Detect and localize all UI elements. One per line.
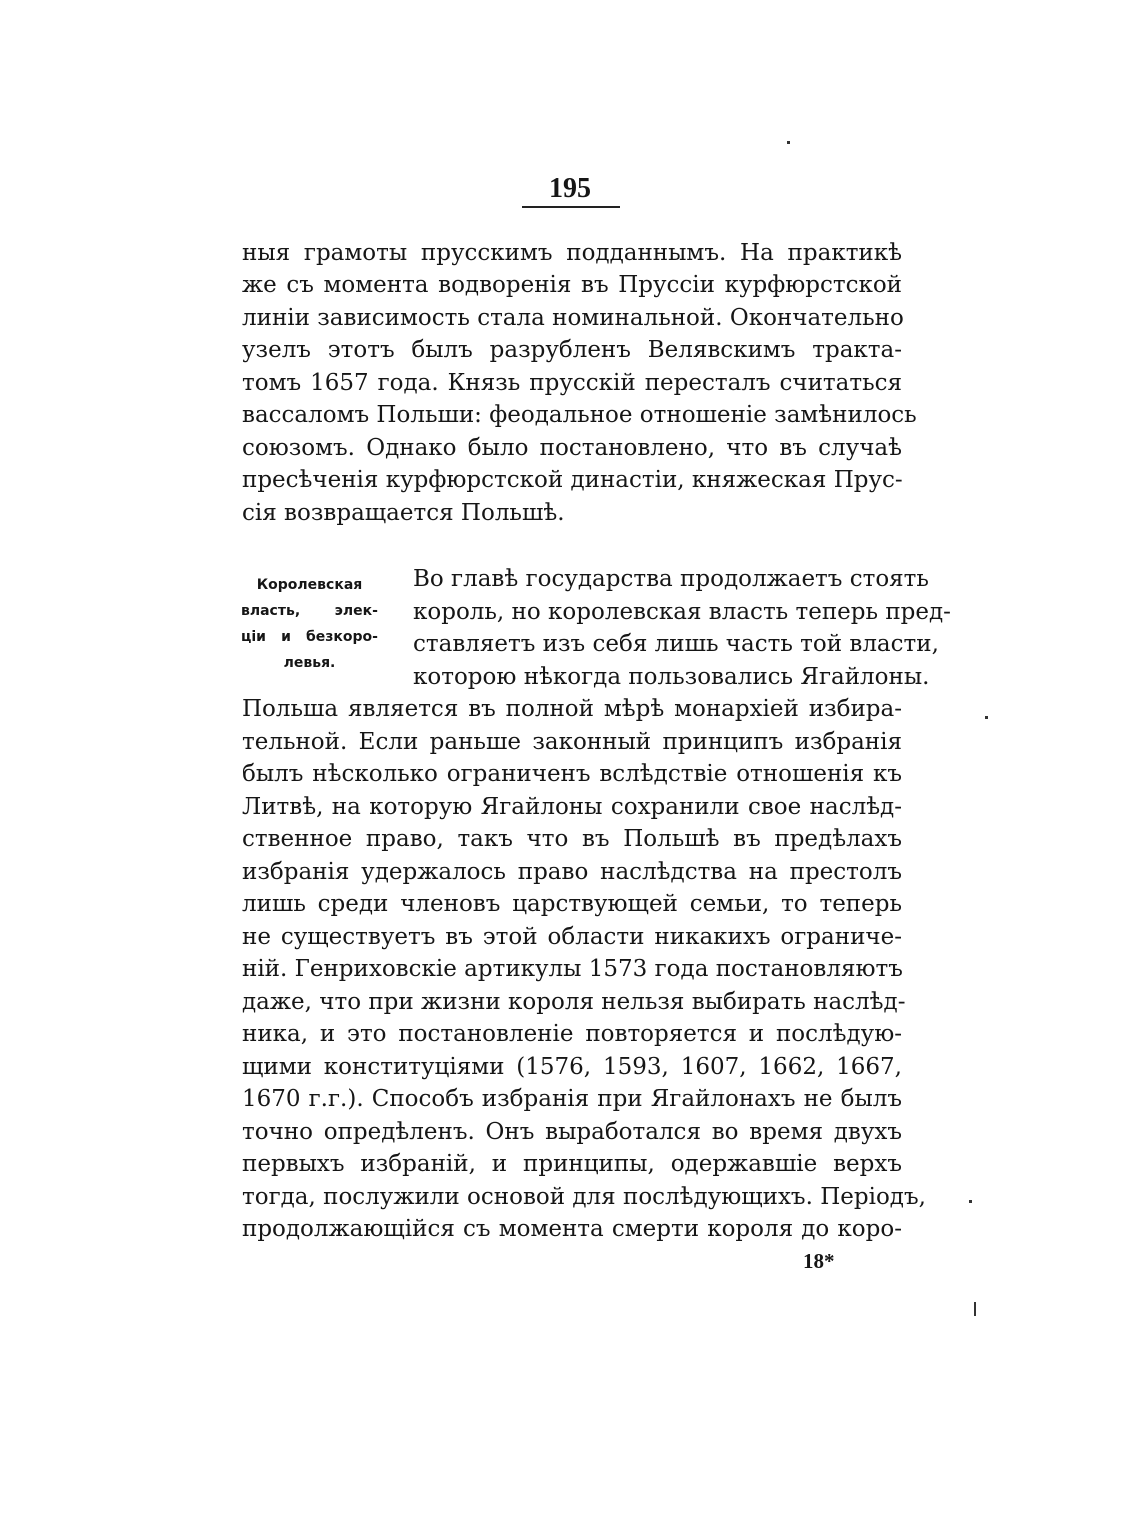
margin-note-line: левья. [283, 655, 336, 671]
scan-speck [787, 141, 790, 144]
text-line: лишь среди членовъ царствующей семьи, то теперь [242, 891, 902, 917]
margin-note-line: власть, элек- [241, 603, 378, 619]
text-line: избранія удержалось право наслѣдства на престолъ [242, 859, 902, 885]
text-line: узелъ этотъ былъ разрубленъ Велявскимъ тракта- [242, 337, 902, 363]
text-line: которою нѣкогда пользовались Ягайлоны. [413, 664, 930, 690]
text-line: продолжающійся съ момента смерти короля до коро- [242, 1216, 902, 1242]
margin-note-line: Королевская [256, 577, 363, 593]
text-line: ныя грамоты прусскимъ подданнымъ. На практикѣ [242, 240, 902, 266]
text-line: пресѣченія курфюрстской династіи, княжеская Прус- [242, 467, 903, 493]
signature-mark: 18* [803, 1249, 835, 1273]
page-number: 195 [549, 173, 591, 204]
text-line: линіи зависимость стала номинальной. Окончательно [242, 305, 904, 331]
text-line: первыхъ избраній, и принципы, одержавшіе верхъ [242, 1151, 902, 1177]
text-line: Во главѣ государства продолжаетъ стоять [413, 566, 929, 592]
text-line: томъ 1657 года. Князь прусскій пересталъ считаться [242, 370, 902, 396]
text-line: тельной. Если раньше законный принципъ избранія [242, 729, 902, 755]
text-line: союзомъ. Однако было постановлено, что въ случаѣ [242, 435, 902, 461]
scan-speck [985, 716, 988, 719]
scan-speck [974, 1302, 976, 1316]
scan-speck [969, 1200, 972, 1203]
text-line: тогда, послужили основой для послѣдующихъ. Періодъ, [242, 1184, 926, 1210]
text-line: сія возвращается Польшѣ. [242, 500, 565, 526]
text-line: щими конституціями (1576, 1593, 1607, 1662, 1667, [242, 1054, 902, 1080]
text-line: ставляетъ изъ себя лишь часть той власти, [413, 631, 939, 657]
text-line: король, но королевская власть теперь пред- [413, 599, 951, 625]
text-line: Литвѣ, на которую Ягайлоны сохранили свое наслѣд- [242, 794, 902, 820]
text-line: же съ момента водворенія въ Пруссіи курфюрстской [242, 272, 902, 298]
text-line: ника, и это постановленіе повторяется и послѣдую- [242, 1021, 902, 1047]
text-line: точно опредѣленъ. Онъ выработался во время двухъ [242, 1119, 902, 1145]
text-line: Польша является въ полной мѣрѣ монархіей избира- [242, 696, 902, 722]
text-line: не существуетъ въ этой области никакихъ ограниче- [242, 924, 902, 950]
text-line: ственное право, такъ что въ Польшѣ въ предѣлахъ [242, 826, 902, 852]
text-line: 1670 г.г.). Способъ избранія при Ягайлонахъ не былъ [242, 1086, 902, 1112]
text-line: даже, что при жизни короля нельзя выбирать наслѣд- [242, 989, 906, 1015]
text-line: былъ нѣсколько ограниченъ вслѣдствіе отношенія къ [242, 761, 902, 787]
margin-note-line: ціи и безкоро- [241, 629, 378, 645]
page-number-rule [522, 206, 620, 208]
text-line: ній. Генриховскіе артикулы 1573 года постановляютъ [242, 956, 903, 982]
text-line: вассаломъ Польши: феодальное отношеніе замѣнилось [242, 402, 917, 428]
